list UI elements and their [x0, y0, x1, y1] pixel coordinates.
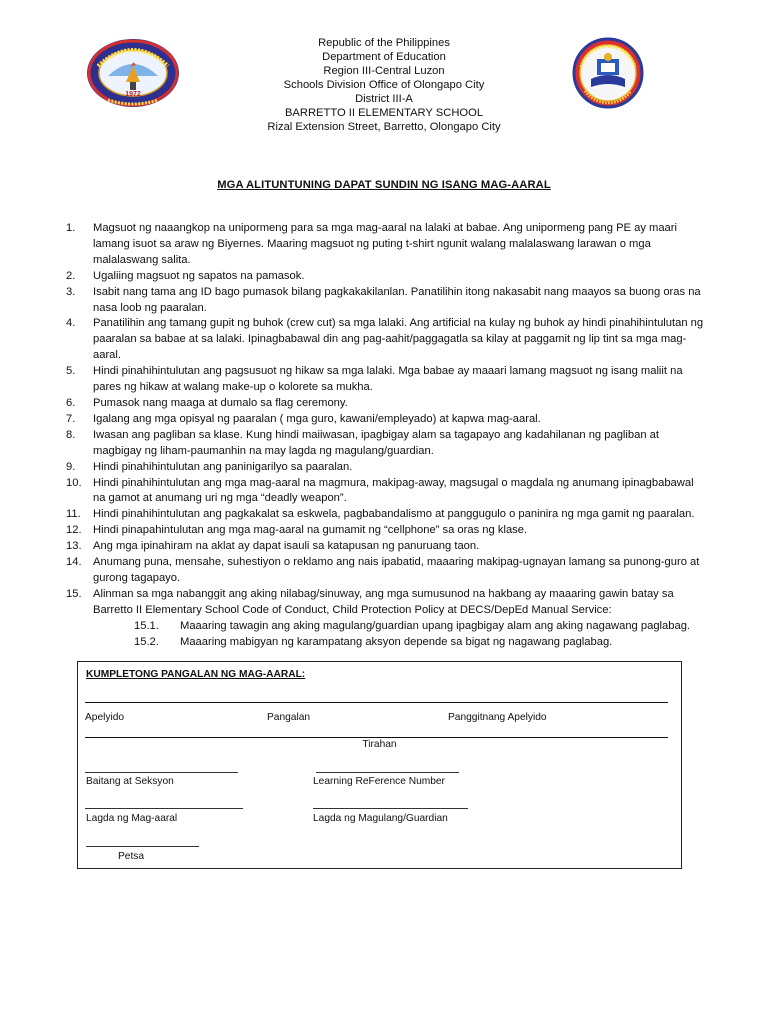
parent-signature-line[interactable] — [313, 808, 468, 809]
pangalan-label: Pangalan — [267, 712, 311, 723]
header-department: Department of Education — [322, 51, 446, 63]
address-line[interactable] — [85, 737, 668, 738]
subrule-text: Maaaring mabigyan ng karampatang aksyon depende sa bigat ng nagawang paglabag. — [180, 635, 613, 648]
subrule-number: 15.1. — [134, 619, 159, 632]
rule-number: 2. — [66, 269, 76, 282]
rule-text: Magsuot ng naaangkop na unipormeng para sa mga mag-aaral na lalaki at babae. Ang unipormeng pang PE ay maari lamang isuot sa araw ng Biyernes. Maaring magsuot ng puting t-shirt ngunit walang malalaswang larawan o mga malalaswang salita. — [93, 222, 677, 266]
rule-text: Pumasok nang maaga at dumalo sa flag ceremony. — [93, 396, 348, 409]
rule-text: Hindi pinapahintulutan ang mga mag-aaral na gumamit ng “cellphone” sa oras ng klase. — [93, 524, 528, 537]
student-info-form — [77, 661, 682, 869]
rule-text: Hindi pinahihintulutan ang mga mag-aaral na magmura, makipag-away, magsugal o magdala ng anumang ipinagbabawal na gamot at anumang uri ng mga “deadly weapon”. — [93, 476, 694, 505]
letterhead — [200, 36, 568, 134]
grade-section-line[interactable] — [85, 772, 238, 773]
lrn-line[interactable] — [316, 772, 459, 773]
header-republic: Republic of the Philippines — [318, 37, 450, 49]
baitang-seksyon-label: Baitang at Seksyon — [86, 776, 174, 787]
rule-text: Iwasan ang pagliban sa klase. Kung hindi maiiwasan, ipagbigay alam sa tagapayo ang kadahilanan ng pagliban at magbigay ng liham-paumanhin na may lagda ng magulang/guardian. — [93, 428, 659, 457]
apelyido-label: Apelyido — [85, 712, 125, 723]
rule-text: Anumang puna, mensahe, suhestiyon o reklamo ang nais ipabatid, maaaring makipag-ugnayan lamang sa punong-guro at gurong tagapayo. — [93, 556, 700, 584]
rule-number: 10. — [66, 476, 82, 489]
rule-item — [66, 555, 706, 587]
rule-item — [66, 539, 706, 555]
header-region: Region III-Central Luzon — [323, 65, 445, 77]
rule-text: Hindi pinahihintulutan ang pagkakalat sa eskwela, pagbabandalismo at panggugulo o paninira ng mga gamit ng paaralan. — [93, 508, 695, 521]
rule-text: Igalang ang mga opisyal ng paaralan ( mga guro, kawani/empleyado) at kapwa mag-aaral. — [93, 412, 541, 425]
rule-text: Ugaliing magsuot ng sapatos na pamasok. — [93, 269, 305, 282]
rule-number: 15. — [66, 587, 82, 600]
rule-item — [66, 285, 706, 317]
panggitnang-apelyido-label: Panggitnang Apelyido — [448, 712, 547, 723]
rule-item — [66, 523, 706, 539]
rule-number: 7. — [66, 412, 76, 425]
petsa-label: Petsa — [118, 851, 145, 862]
rule-text: Alinman sa mga nabanggit ang aking nilabag/sinuway, ang mga sumusunod na hakbang ay maaaring gawin batay sa Barretto II Elementary School Code of Conduct, Child Protection Policy at DECS/DepEd Manual Service: — [93, 587, 674, 616]
rule-number: 14. — [66, 556, 82, 569]
subrule-item — [66, 619, 706, 635]
date-line[interactable] — [86, 846, 199, 847]
lagda-mag-aaral-label: Lagda ng Mag-aaral — [86, 813, 178, 824]
school-seal-icon — [86, 38, 180, 108]
rule-item — [66, 460, 706, 476]
rule-item — [66, 587, 706, 619]
division-seal-icon — [571, 37, 645, 109]
rule-item — [66, 316, 706, 364]
subrule-text: Maaaring tawagin ang aking magulang/guardian upang ipagbigay alam ang aking nagawang paglabag. — [180, 619, 691, 632]
rule-item — [66, 428, 706, 460]
rule-number: 9. — [66, 460, 76, 473]
rule-text: Hindi pinahihintulutan ang paninigarilyo sa paaralan. — [93, 460, 353, 473]
tirahan-label: Tirahan — [362, 739, 397, 750]
rule-number: 12. — [66, 524, 82, 537]
rule-item — [66, 507, 706, 523]
lrn-label: Learning ReFerence Number — [313, 776, 445, 787]
rule-number: 1. — [66, 222, 76, 234]
rule-number: 8. — [66, 428, 76, 441]
form-heading: KUMPLETONG PANGALAN NG MAG-AARAL: — [86, 669, 306, 680]
rule-number: 6. — [66, 396, 76, 409]
rule-text: Isabit nang tama ang ID bago pumasok bilang pagkakakilanlan. Panatilihin itong nakasabit nang maayos sa buong oras na nasa loob ng paaralan. — [93, 285, 701, 314]
full-name-line[interactable] — [85, 702, 668, 703]
document-title: MGA ALITUNTUNING DAPAT SUNDIN NG ISANG MAG-AARAL — [217, 179, 551, 191]
subrule-item — [66, 635, 706, 651]
lagda-magulang-label: Lagda ng Magulang/Guardian — [313, 813, 448, 824]
rule-item — [66, 364, 706, 396]
rule-number: 5. — [66, 365, 76, 378]
rule-number: 4. — [66, 317, 76, 330]
rule-text: Panatilihin ang tamang gupit ng buhok (crew cut) sa mga lalaki. Ang artificial na kulay ng buhok ay hindi pinahihintulutan ng paaralan sa babae at sa lalaki. Ipinagbabawal din ang pag-aahit/paggagatla sa kilay at paggamit ng lip tint sa mga mag-aaral. — [93, 317, 704, 362]
rule-text: Hindi pinahihintulutan ang pagsusuot ng hikaw sa mga lalaki. Mga babae ay maaari lamang magsuot ng isang maliit na pares ng hikaw at walang make-up o kolorete sa mukha. — [93, 365, 683, 394]
header-address: Rizal Extension Street, Barretto, Olongapo City — [267, 121, 501, 133]
rule-item — [66, 412, 706, 428]
rules-list — [66, 221, 706, 650]
header-division: Schools Division Office of Olongapo City — [283, 79, 485, 91]
svg-text:1972: 1972 — [125, 91, 141, 98]
rule-number: 11. — [66, 508, 81, 521]
header-school-name: BARRETTO II ELEMENTARY SCHOOL — [284, 107, 484, 119]
rule-text: Ang mga ipinahiram na aklat ay dapat isauli sa katapusan ng panuruang taon. — [93, 540, 480, 553]
rule-item — [66, 269, 706, 285]
rule-number: 3. — [66, 285, 76, 298]
student-signature-line[interactable] — [85, 808, 243, 809]
header-district: District III-A — [355, 93, 413, 105]
rule-number: 13. — [66, 540, 82, 553]
rule-item — [66, 221, 706, 269]
subrule-number: 15.2. — [134, 635, 159, 648]
rule-item — [66, 476, 706, 508]
rule-item — [66, 396, 706, 412]
